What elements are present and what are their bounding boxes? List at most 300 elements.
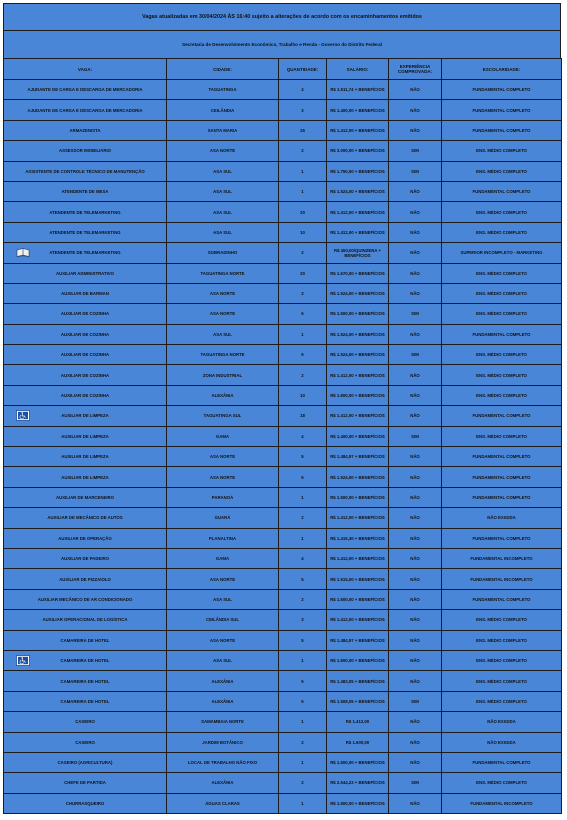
cell-quantidade: 20: [279, 263, 327, 283]
cell-salario: R$ 1.484,97 + BENEFÍCIOS: [327, 630, 389, 650]
cell-escolaridade: ENS. MÉDIO COMPLETO: [442, 222, 562, 242]
cell-vaga: [4, 467, 167, 487]
cell-cidade: ASA NORTE: [167, 283, 279, 303]
cell-escolaridade: FUNDAMENTAL COMPLETO: [442, 467, 562, 487]
table-row: [4, 202, 562, 222]
cell-experiencia: NÃO: [389, 793, 442, 813]
table-row: [4, 345, 562, 365]
cell-escolaridade: ENS. MÉDIO COMPLETO: [442, 141, 562, 161]
cell-cidade: ASA NORTE: [167, 447, 279, 467]
cell-experiencia: NÃO: [389, 467, 442, 487]
cell-quantidade: 25: [279, 120, 327, 140]
cell-quantidade: 4: [279, 426, 327, 446]
cell-quantidade: 1: [279, 324, 327, 344]
cell-cidade: LOCAL DE TRABALHO NÃO FIXO: [167, 752, 279, 772]
cell-vaga: [4, 528, 167, 548]
table-row: [4, 548, 562, 568]
vaga-label: ASSESSOR IMOBILIÁRIO: [58, 148, 112, 154]
cell-salario: R$ 1.400,00 + BENEFÍCIOS: [327, 100, 389, 120]
cell-salario: R$ 1.500,00 + BENEFÍCIOS: [327, 304, 389, 324]
cell-cidade: TAGUATINGA SUL: [167, 406, 279, 426]
cell-escolaridade: NÃO EXIGIDA: [442, 712, 562, 732]
table-row: [4, 120, 562, 140]
cell-salario: R$ 1.524,00 + BENEFÍCIOS: [327, 467, 389, 487]
cell-salario: R$ 450,00/QUINZENA + BENEFÍCIOS: [327, 243, 389, 263]
cell-cidade: SAMAMBAIA NORTE: [167, 712, 279, 732]
cell-escolaridade: ENS. MÉDIO COMPLETO: [442, 773, 562, 793]
cell-cidade: ZONA INDUSTRIAL: [167, 365, 279, 385]
cell-salario: R$ 1.600,00 + BENEFÍCIOS: [327, 650, 389, 670]
cell-cidade: PARANOÁ: [167, 487, 279, 507]
cell-experiencia: NÃO: [389, 528, 442, 548]
table-row: [4, 100, 562, 120]
vaga-label: AUXILIAR DE COZINHA: [60, 393, 110, 399]
cell-escolaridade: ENS. MÉDIO COMPLETO: [442, 691, 562, 711]
cell-vaga: [4, 508, 167, 528]
cell-vaga: [4, 385, 167, 405]
cell-vaga: [4, 283, 167, 303]
cell-escolaridade: FUNDAMENTAL INCOMPLETO: [442, 793, 562, 813]
cell-salario: R$ 1.483,05 + BENEFÍCIOS: [327, 671, 389, 691]
cell-escolaridade: ENS. MÉDIO COMPLETO: [442, 283, 562, 303]
cell-experiencia: SIM: [389, 161, 442, 181]
vaga-label: AUXILIAR DE MARCENEIRO: [55, 495, 114, 500]
table-row: [4, 589, 562, 609]
cell-escolaridade: FUNDAMENTAL COMPLETO: [442, 752, 562, 772]
cell-escolaridade: ENS. MÉDIO COMPLETO: [442, 345, 562, 365]
cell-salario: R$ 1.600,00: [327, 732, 389, 752]
cell-salario: R$ 1.600,00 + BENEFÍCIOS: [327, 589, 389, 609]
cell-escolaridade: FUNDAMENTAL COMPLETO: [442, 181, 562, 201]
cell-vaga: [4, 569, 167, 589]
cell-quantidade: 1: [279, 161, 327, 181]
cell-vaga: [4, 100, 167, 120]
vaga-label: ATENDENTE DE MESA: [61, 189, 109, 195]
cell-salario: R$ 1.600,00 + BENEFÍCIOS: [327, 385, 389, 405]
cell-salario: R$ 1.412,00: [327, 712, 389, 732]
vaga-label: AUXILIAR DE PADEIRO: [61, 556, 109, 562]
cell-cidade: GAMA: [167, 426, 279, 446]
cell-vaga: [4, 406, 167, 426]
cell-quantidade: 20: [279, 202, 327, 222]
cell-experiencia: NÃO: [389, 610, 442, 630]
cell-experiencia: NÃO: [389, 548, 442, 568]
cell-escolaridade: ENS. MÉDIO COMPLETO: [442, 630, 562, 650]
table-row: [4, 385, 562, 405]
vaga-label: ATENDENTE DE TELEMARKETING: [49, 229, 121, 235]
page-title: Vagas atualizadas em 30/04/2024 ÀS 16:40 sujeito a alterações de acordo com os encaminhamentos emitidos: [3, 3, 561, 30]
cell-escolaridade: ENS. MÉDIO COMPLETO: [442, 426, 562, 446]
vaga-label: AUXILIAR DE MECÂNICO DE AUTOS: [47, 515, 123, 521]
cell-experiencia: NÃO: [389, 589, 442, 609]
cell-quantidade: 3: [279, 610, 327, 630]
cell-quantidade: 2: [279, 732, 327, 752]
table-row: [4, 283, 562, 303]
cell-escolaridade: FUNDAMENTAL COMPLETO: [442, 120, 562, 140]
cell-quantidade: 4: [279, 80, 327, 100]
cell-quantidade: 3: [279, 100, 327, 120]
cell-escolaridade: FUNDAMENTAL INCOMPLETO: [442, 548, 562, 568]
cell-experiencia: NÃO: [389, 202, 442, 222]
cell-vaga: [4, 120, 167, 140]
cell-experiencia: NÃO: [389, 508, 442, 528]
cell-cidade: CEILÂNDIA SUL: [167, 610, 279, 630]
cell-salario: R$ 1.412,00 + BENEFÍCIOS: [327, 548, 389, 568]
cell-quantidade: 1: [279, 793, 327, 813]
cell-vaga: [4, 263, 167, 283]
cell-escolaridade: NÃO EXIGIDA: [442, 732, 562, 752]
cell-vaga: [4, 773, 167, 793]
cell-vaga: [4, 304, 167, 324]
table-row: [4, 650, 562, 670]
cell-salario: R$ 2.544,23 + BENEFÍCIOS: [327, 773, 389, 793]
cell-escolaridade: ENS. MÉDIO COMPLETO: [442, 304, 562, 324]
cell-escolaridade: FUNDAMENTAL COMPLETO: [442, 406, 562, 426]
table-row: [4, 528, 562, 548]
vaga-label: ATENDENTE DE TELEMARKETING: [49, 209, 121, 215]
cell-salario: R$ 1.524,00 + BENEFÍCIOS: [327, 181, 389, 201]
cell-cidade: ASA NORTE: [167, 569, 279, 589]
table-row: [4, 487, 562, 507]
vaga-label: CASEIRO: [75, 739, 95, 745]
cell-vaga: [4, 752, 167, 772]
cell-experiencia: NÃO: [389, 487, 442, 507]
cell-salario: R$ 1.412,00 + BENEFÍCIOS: [327, 222, 389, 242]
cell-quantidade: 4: [279, 548, 327, 568]
cell-quantidade: 3: [279, 283, 327, 303]
cell-escolaridade: FUNDAMENTAL COMPLETO: [442, 100, 562, 120]
cell-salario: R$ 1.750,00 + BENEFÍCIOS: [327, 161, 389, 181]
cell-experiencia: NÃO: [389, 650, 442, 670]
cell-cidade: SOBRADINHO: [167, 243, 279, 263]
cell-salario: R$ 1.524,00 + BENEFÍCIOS: [327, 283, 389, 303]
table-row: [4, 222, 562, 242]
cell-cidade: ASA NORTE: [167, 630, 279, 650]
cell-escolaridade: FUNDAMENTAL COMPLETO: [442, 487, 562, 507]
cell-escolaridade: NÃO EXIGIDA: [442, 508, 562, 528]
cell-salario: R$ 1.670,00 + BENEFÍCIOS: [327, 263, 389, 283]
cell-vaga: [4, 202, 167, 222]
cell-experiencia: NÃO: [389, 222, 442, 242]
cell-experiencia: SIM: [389, 141, 442, 161]
cell-cidade: SANTA MARIA: [167, 120, 279, 140]
cell-experiencia: NÃO: [389, 263, 442, 283]
vaga-label: CAMAREIRA DE HOTEL: [60, 678, 110, 684]
column-header-experiencia: EXPERIÊNCIA COMPROVADA:: [389, 59, 442, 80]
cell-vaga: [4, 181, 167, 201]
table-row: [4, 508, 562, 528]
vaga-label: CASEIRO: [75, 719, 95, 725]
table-row: [4, 773, 562, 793]
cell-escolaridade: FUNDAMENTAL COMPLETO: [442, 589, 562, 609]
cell-cidade: GAMA: [167, 548, 279, 568]
cell-salario: R$ 1.412,00 + BENEFÍCIOS: [327, 365, 389, 385]
vaga-label: CAMAREIRA DE HOTEL: [60, 637, 110, 643]
cell-quantidade: 2: [279, 773, 327, 793]
vaga-label: AUXILIAR DE LIMPEZA: [61, 413, 109, 419]
cell-quantidade: 1: [279, 487, 327, 507]
cell-salario: R$ 1.412,00 + BENEFÍCIOS: [327, 120, 389, 140]
table-row: [4, 80, 562, 100]
cell-salario: R$ 3.000,00 + BENEFÍCIOS: [327, 141, 389, 161]
cell-salario: R$ 1.400,00 + BENEFÍCIOS: [327, 426, 389, 446]
vaga-label: CASEIRO (AGRICULTURA): [57, 760, 113, 766]
cell-cidade: ASA NORTE: [167, 304, 279, 324]
cell-quantidade: 5: [279, 447, 327, 467]
cell-escolaridade: FUNDAMENTAL COMPLETO: [442, 324, 562, 344]
page-subtitle: Secretaria de Desenvolvimento Econômico, Trabalho e Renda - Governo do Distrito Federal: [3, 30, 561, 58]
table-row: [4, 691, 562, 711]
cell-cidade: TAGUATINGA: [167, 80, 279, 100]
vaga-label: CAMAREIRA DE HOTEL: [60, 658, 110, 664]
cell-cidade: ASA SUL: [167, 181, 279, 201]
cell-experiencia: NÃO: [389, 732, 442, 752]
cell-experiencia: NÃO: [389, 283, 442, 303]
table-row: [4, 467, 562, 487]
cell-quantidade: 1: [279, 712, 327, 732]
cell-vaga: [4, 80, 167, 100]
vaga-label: AUXILIAR DE OPERAÇÃO: [58, 535, 112, 541]
cell-quantidade: 6: [279, 304, 327, 324]
table-row: [4, 630, 562, 650]
vacancies-table: [3, 58, 562, 814]
vaga-label: AUXILIAR ADMINISTRATIVO: [55, 270, 114, 276]
cell-escolaridade: ENS. MÉDIO COMPLETO: [442, 202, 562, 222]
cell-cidade: TAGUATINGA NORTE: [167, 345, 279, 365]
wheelchair-icon: [16, 410, 30, 421]
column-header-salario: SALÁRIO:: [327, 59, 389, 80]
cell-cidade: ALEXÂNIA: [167, 385, 279, 405]
cell-vaga: [4, 691, 167, 711]
cell-vaga: [4, 243, 167, 263]
vaga-label: ATENDENTE DE TELEMARKETING: [49, 250, 121, 256]
cell-escolaridade: FUNDAMENTAL INCOMPLETO: [442, 569, 562, 589]
vaga-label: AUXILIAR DE LIMPEZA: [61, 474, 109, 480]
cell-experiencia: NÃO: [389, 569, 442, 589]
cell-cidade: ASA SUL: [167, 222, 279, 242]
cell-experiencia: NÃO: [389, 671, 442, 691]
cell-salario: R$ 1.500,00 + BENEFÍCIOS: [327, 793, 389, 813]
column-header-vaga: VAGA:: [4, 59, 167, 80]
table-row: [4, 324, 562, 344]
cell-experiencia: NÃO: [389, 447, 442, 467]
cell-vaga: [4, 447, 167, 467]
table-row: [4, 181, 562, 201]
cell-cidade: TAGUATINGA NORTE: [167, 263, 279, 283]
vaga-label: AJUDANTE DE CARGA E DESCARGA DE MERCADORIA: [27, 87, 143, 93]
column-header-escolaridade: ESCOLARIDADE:: [442, 59, 562, 80]
cell-quantidade: 1: [279, 650, 327, 670]
cell-escolaridade: ENS. MÉDIO COMPLETO: [442, 650, 562, 670]
cell-quantidade: 5: [279, 569, 327, 589]
cell-cidade: ASA SUL: [167, 324, 279, 344]
cell-quantidade: 5: [279, 671, 327, 691]
cell-experiencia: NÃO: [389, 80, 442, 100]
cell-vaga: [4, 141, 167, 161]
cell-vaga: [4, 548, 167, 568]
vaga-label: AUXILIAR DE LIMPEZA: [61, 454, 109, 460]
table-row: [4, 141, 562, 161]
cell-vaga: [4, 365, 167, 385]
cell-vaga: [4, 630, 167, 650]
table-row: [4, 752, 562, 772]
cell-vaga: [4, 610, 167, 630]
cell-experiencia: NÃO: [389, 100, 442, 120]
vaga-label: AUXILIAR MECÂNICO DE AR CONDICIONADO: [37, 596, 133, 602]
cell-vaga: [4, 671, 167, 691]
vaga-label: AUXILIAR DE BARMAN: [61, 291, 109, 297]
cell-salario: R$ 1.412,00 + BENEFÍCIOS: [327, 406, 389, 426]
table-row: [4, 610, 562, 630]
cell-cidade: PLANALTINA: [167, 528, 279, 548]
cell-cidade: GUARÁ: [167, 508, 279, 528]
cell-salario: R$ 1.500,00 + BENEFÍCIOS: [327, 487, 389, 507]
cell-cidade: ÁGUAS CLARAS: [167, 793, 279, 813]
cell-vaga: [4, 222, 167, 242]
cell-quantidade: 2: [279, 243, 327, 263]
cell-experiencia: SIM: [389, 345, 442, 365]
table-row: [4, 671, 562, 691]
vaga-label: AJUDANTE DE CARGA E DESCARGA DE MERCADORIA: [27, 107, 143, 113]
cell-quantidade: 2: [279, 508, 327, 528]
cell-cidade: ASA SUL: [167, 650, 279, 670]
cell-quantidade: 10: [279, 222, 327, 242]
cell-escolaridade: ENS. MÉDIO COMPLETO: [442, 263, 562, 283]
vaga-label: AUXILIAR DE COZINHA: [60, 352, 110, 358]
table-row: [4, 732, 562, 752]
cell-cidade: ALEXÂNIA: [167, 671, 279, 691]
table-row: [4, 406, 562, 426]
table-row: [4, 447, 562, 467]
cell-vaga: [4, 589, 167, 609]
vaga-label: ASSISTENTE DE CONTROLE TÉCNICO DE MANUTENÇÃO: [25, 168, 145, 174]
cell-salario: R$ 1.524,00 + BENEFÍCIOS: [327, 324, 389, 344]
column-header-cidade: CIDADE:: [167, 59, 279, 80]
cell-salario: R$ 1.515,00 + BENEFÍCIOS: [327, 569, 389, 589]
cell-cidade: ASA SUL: [167, 589, 279, 609]
table-row: [4, 569, 562, 589]
table-row: [4, 426, 562, 446]
cell-salario: R$ 1.511,74 + BENEFÍCIOS: [327, 80, 389, 100]
column-header-quantidade: QUANTIDADE:: [279, 59, 327, 80]
book-icon: [16, 247, 30, 258]
cell-vaga: [4, 324, 167, 344]
cell-vaga: [4, 712, 167, 732]
table-row: [4, 793, 562, 813]
vaga-label: CHEFE DE PARTIDA: [64, 780, 106, 786]
cell-vaga: [4, 426, 167, 446]
cell-vaga: [4, 793, 167, 813]
vaga-label: AUXILIAR DE COZINHA: [60, 372, 110, 378]
table-header-row: [4, 59, 562, 80]
cell-escolaridade: ENS. MÉDIO COMPLETO: [442, 671, 562, 691]
table-row: [4, 161, 562, 181]
vaga-label: CAMAREIRA DE HOTEL: [60, 698, 110, 704]
table-row: [4, 304, 562, 324]
cell-vaga: [4, 732, 167, 752]
cell-cidade: ALEXÂNIA: [167, 773, 279, 793]
vaga-label: CHURRASQUEIRO: [65, 800, 105, 806]
cell-escolaridade: ENS. MÉDIO COMPLETO: [442, 161, 562, 181]
cell-quantidade: 1: [279, 752, 327, 772]
cell-salario: R$ 1.412,00 + BENEFÍCIOS: [327, 202, 389, 222]
cell-escolaridade: SUPERIOR INCOMPLETO - MARKETING: [442, 243, 562, 263]
table-row: [4, 712, 562, 732]
cell-cidade: CEILÂNDIA: [167, 100, 279, 120]
vaga-label: ARMAZENISTA: [69, 127, 101, 133]
cell-quantidade: 1: [279, 181, 327, 201]
cell-experiencia: NÃO: [389, 120, 442, 140]
cell-experiencia: NÃO: [389, 752, 442, 772]
table-row: [4, 243, 562, 263]
cell-experiencia: NÃO: [389, 243, 442, 263]
cell-escolaridade: ENS. MÉDIO COMPLETO: [442, 385, 562, 405]
cell-cidade: ASA SUL: [167, 202, 279, 222]
cell-cidade: ALEXÂNIA: [167, 691, 279, 711]
cell-quantidade: 2: [279, 589, 327, 609]
cell-quantidade: 5: [279, 691, 327, 711]
cell-experiencia: NÃO: [389, 324, 442, 344]
table-row: [4, 263, 562, 283]
cell-quantidade: 2: [279, 365, 327, 385]
cell-vaga: [4, 650, 167, 670]
cell-salario: R$ 1.484,97 + BENEFÍCIOS: [327, 447, 389, 467]
cell-vaga: [4, 345, 167, 365]
cell-experiencia: NÃO: [389, 406, 442, 426]
cell-salario: R$ 1.412,00 + BENEFÍCIOS: [327, 610, 389, 630]
cell-experiencia: NÃO: [389, 385, 442, 405]
cell-salario: R$ 1.524,00 + BENEFÍCIOS: [327, 345, 389, 365]
cell-cidade: ASA NORTE: [167, 467, 279, 487]
cell-quantidade: 10: [279, 385, 327, 405]
cell-experiencia: SIM: [389, 773, 442, 793]
cell-experiencia: SIM: [389, 304, 442, 324]
table-row: [4, 365, 562, 385]
cell-salario: R$ 1.412,00 + BENEFÍCIOS: [327, 508, 389, 528]
cell-salario: R$ 1.500,00 + BENEFÍCIOS: [327, 752, 389, 772]
cell-experiencia: NÃO: [389, 181, 442, 201]
vaga-label: AUXILIAR OPERACIONAL DE LOGÍSTICA: [42, 617, 128, 623]
cell-experiencia: SIM: [389, 691, 442, 711]
cell-quantidade: 5: [279, 467, 327, 487]
cell-cidade: ASA SUL: [167, 161, 279, 181]
cell-quantidade: 5: [279, 345, 327, 365]
table-body: [4, 80, 562, 814]
job-vacancies-sheet: [3, 3, 561, 814]
cell-salario: R$ 1.415,30 + BENEFÍCIOS: [327, 528, 389, 548]
cell-cidade: JARDIM BOTÂNICO: [167, 732, 279, 752]
cell-escolaridade: FUNDAMENTAL COMPLETO: [442, 80, 562, 100]
cell-quantidade: 1: [279, 528, 327, 548]
cell-escolaridade: ENS. MÉDIO COMPLETO: [442, 610, 562, 630]
cell-escolaridade: FUNDAMENTAL COMPLETO: [442, 528, 562, 548]
cell-experiencia: SIM: [389, 426, 442, 446]
vaga-label: AUXILIAR DE COZINHA: [60, 331, 110, 337]
vaga-label: AUXILIAR DE COZINHA: [60, 311, 110, 317]
vaga-label: AUXILIAR DE LIMPEZA: [61, 433, 109, 439]
cell-escolaridade: FUNDAMENTAL COMPLETO: [442, 447, 562, 467]
wheelchair-icon: [16, 655, 30, 666]
cell-quantidade: 18: [279, 406, 327, 426]
cell-experiencia: NÃO: [389, 630, 442, 650]
cell-escolaridade: ENS. MÉDIO COMPLETO: [442, 365, 562, 385]
vaga-label: AUXILIAR DE PIZZAIOLO: [59, 576, 111, 582]
cell-quantidade: 5: [279, 630, 327, 650]
cell-vaga: [4, 487, 167, 507]
cell-salario: R$ 1.508,05 + BENEFÍCIOS: [327, 691, 389, 711]
cell-cidade: ASA NORTE: [167, 141, 279, 161]
cell-experiencia: NÃO: [389, 365, 442, 385]
